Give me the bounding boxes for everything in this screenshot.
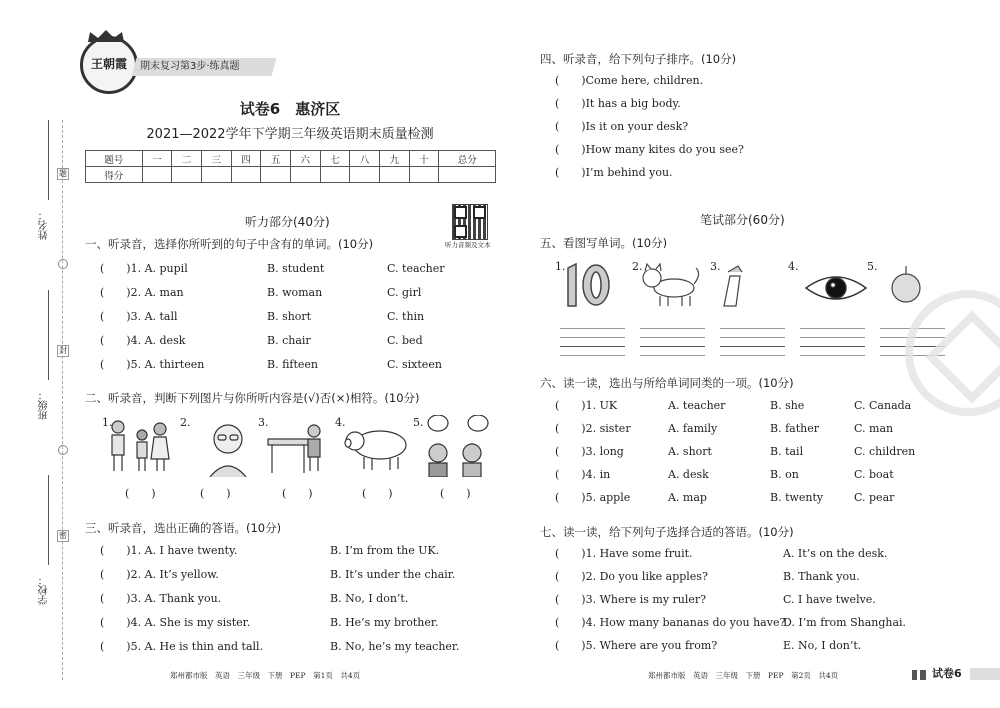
s6-option-a: A. short bbox=[668, 445, 712, 458]
s1-option-b: B. chair bbox=[267, 334, 311, 347]
section-5-title: 五、看图写单词。(10分) bbox=[540, 236, 668, 250]
s7-item bbox=[555, 638, 955, 654]
s5-num: 3. bbox=[710, 260, 721, 273]
section-3-title: 三、听录音，选出正确的答语。(10分) bbox=[85, 521, 282, 535]
score-header-row bbox=[86, 151, 496, 167]
s1-option-b: B. student bbox=[267, 262, 325, 275]
name-label: 姓名： bbox=[39, 210, 50, 240]
score-header: 二 bbox=[172, 151, 202, 167]
s5-num: 4. bbox=[788, 260, 799, 273]
s2-num: 5. bbox=[413, 416, 424, 429]
family-illustration bbox=[112, 421, 169, 471]
s3-question[interactable]: ( )4. A. She is my sister. bbox=[100, 616, 251, 629]
writing-heading: 笔试部分(60分) bbox=[700, 213, 785, 227]
s4-item[interactable]: ( )How many kites do you see? bbox=[555, 143, 744, 156]
s1-answer[interactable]: ( )4. A. desk bbox=[100, 334, 186, 347]
score-header: 三 bbox=[201, 151, 231, 167]
s7-question[interactable]: ( )5. Where are you from? bbox=[555, 639, 718, 652]
s6-option-c: C. pear bbox=[854, 491, 895, 504]
exam-subtitle: 2021—2022学年下学期三年级英语期末质量检测 bbox=[146, 127, 434, 142]
s1-item bbox=[100, 261, 500, 277]
class-field[interactable] bbox=[48, 290, 49, 380]
s6-option-a: A. desk bbox=[668, 468, 709, 481]
s3-option-b: B. He’s my brother. bbox=[330, 616, 439, 629]
s6-question[interactable]: ( )2. sister bbox=[555, 422, 631, 435]
s7-item bbox=[555, 546, 955, 562]
s2-pictures bbox=[100, 415, 500, 477]
s6-option-a: A. teacher bbox=[668, 399, 726, 412]
s6-option-c: C. Canada bbox=[854, 399, 912, 412]
score-cell[interactable] bbox=[290, 167, 320, 183]
score-cell[interactable] bbox=[380, 167, 410, 183]
s3-question[interactable]: ( )3. A. Thank you. bbox=[100, 592, 222, 605]
arm-illustration bbox=[724, 266, 742, 306]
s6-option-c: C. man bbox=[854, 422, 894, 435]
s2-num: 1. bbox=[102, 416, 113, 429]
s2-answer[interactable]: ( ) bbox=[282, 487, 313, 500]
score-header: 题号 bbox=[86, 151, 143, 167]
section-6-title: 六、读一读，选出与所给单词同类的一项。(10分) bbox=[540, 376, 794, 390]
exam-title: 试卷6 惠济区 bbox=[239, 100, 341, 118]
qr-code-icon[interactable] bbox=[452, 204, 488, 240]
s1-item bbox=[100, 333, 500, 349]
s6-option-b: B. she bbox=[770, 399, 805, 412]
crown-icon bbox=[80, 29, 132, 43]
score-header: 一 bbox=[142, 151, 172, 167]
s4-item[interactable]: ( )I’m behind you. bbox=[555, 166, 673, 179]
s1-answer[interactable]: ( )2. A. man bbox=[100, 286, 184, 299]
s7-answer-option: B. Thank you. bbox=[783, 570, 860, 583]
s7-question[interactable]: ( )1. Have some fruit. bbox=[555, 547, 693, 560]
s6-option-c: C. boat bbox=[854, 468, 894, 481]
school-label: 学校： bbox=[39, 575, 50, 605]
s2-answer[interactable]: ( ) bbox=[125, 487, 156, 500]
s1-option-b: B. woman bbox=[267, 286, 323, 299]
margin-tag-mi: 密 bbox=[59, 531, 67, 540]
step-text: 期末复习第3步·练真题 bbox=[140, 61, 240, 72]
s2-num: 3. bbox=[258, 416, 269, 429]
section-2-title: 二、听录音，判断下列图片与你所听内容是(√)否(×)相符。(10分) bbox=[85, 391, 420, 405]
brand-logo bbox=[80, 36, 138, 94]
s3-question[interactable]: ( )5. A. He is thin and tall. bbox=[100, 640, 264, 653]
score-header: 七 bbox=[320, 151, 350, 167]
s1-option-b: B. short bbox=[267, 310, 312, 323]
binding-line bbox=[62, 120, 64, 680]
s6-option-c: C. children bbox=[854, 445, 916, 458]
kids-bubble-illustration bbox=[428, 415, 488, 477]
score-header: 六 bbox=[290, 151, 320, 167]
score-header: 四 bbox=[231, 151, 261, 167]
s3-question[interactable]: ( )2. A. It’s yellow. bbox=[100, 568, 219, 581]
s7-question[interactable]: ( )3. Where is my ruler? bbox=[555, 593, 707, 606]
s3-option-b: B. It’s under the chair. bbox=[330, 568, 456, 581]
s6-question[interactable]: ( )1. UK bbox=[555, 399, 618, 412]
s7-answer-option: A. It’s on the desk. bbox=[783, 547, 888, 560]
s3-option-b: B. I’m from the UK. bbox=[330, 544, 440, 557]
s2-answer[interactable]: ( ) bbox=[362, 487, 393, 500]
s3-option-b: B. No, I don’t. bbox=[330, 592, 409, 605]
pig-illustration bbox=[345, 431, 406, 470]
eye-illustration bbox=[806, 277, 866, 299]
score-cell[interactable] bbox=[350, 167, 380, 183]
s1-item bbox=[100, 357, 500, 373]
hole-icon bbox=[58, 445, 68, 455]
page-tag: 试卷6 bbox=[932, 667, 962, 680]
s3-item bbox=[100, 567, 500, 583]
s4-item[interactable]: ( )Come here, children. bbox=[555, 74, 704, 87]
s3-option-b: B. No, he’s my teacher. bbox=[330, 640, 460, 653]
s1-option-c: C. thin bbox=[387, 310, 425, 323]
s7-item bbox=[555, 592, 955, 608]
s1-answer[interactable]: ( )5. A. thirteen bbox=[100, 358, 205, 371]
s5-num: 1. bbox=[555, 260, 566, 273]
score-header: 十 bbox=[409, 151, 439, 167]
score-cell[interactable] bbox=[261, 167, 291, 183]
score-header: 五 bbox=[261, 151, 291, 167]
score-cell[interactable] bbox=[231, 167, 261, 183]
s1-item bbox=[100, 309, 500, 325]
school-field[interactable] bbox=[48, 475, 49, 565]
right-footer: 郑州都市版 英语 三年级 下册 PEP 第2页 共4页 bbox=[648, 671, 839, 680]
score-header: 九 bbox=[380, 151, 410, 167]
s1-option-c: C. girl bbox=[387, 286, 422, 299]
s1-option-c: C. teacher bbox=[387, 262, 445, 275]
s1-option-c: C. sixteen bbox=[387, 358, 442, 371]
s6-option-b: B. tail bbox=[770, 445, 804, 458]
s2-answer[interactable]: ( ) bbox=[200, 487, 231, 500]
margin-tag-ti: 题 bbox=[59, 169, 67, 178]
s6-option-b: B. twenty bbox=[770, 491, 824, 504]
score-cell[interactable] bbox=[439, 167, 496, 183]
s7-question[interactable]: ( )4. How many bananas do you have? bbox=[555, 616, 786, 629]
score-row bbox=[86, 167, 496, 183]
margin-tag-feng: 封 bbox=[59, 346, 67, 355]
s7-answer-option: E. No, I don’t. bbox=[783, 639, 862, 652]
grandpa-illustration bbox=[210, 425, 246, 477]
s6-item bbox=[555, 444, 955, 460]
score-cell[interactable] bbox=[320, 167, 350, 183]
s4-item[interactable]: ( )Is it on your desk? bbox=[555, 120, 689, 133]
s7-answer-option: D. I’m from Shanghai. bbox=[783, 616, 907, 629]
page-tag-icon bbox=[912, 670, 926, 680]
s6-question[interactable]: ( )3. long bbox=[555, 445, 624, 458]
s6-option-b: B. father bbox=[770, 422, 819, 435]
number-ten-illustration bbox=[568, 264, 609, 306]
s3-question[interactable]: ( )1. A. I have twenty. bbox=[100, 544, 238, 557]
section-7-title: 七、读一读，给下列句子选择合适的答语。(10分) bbox=[540, 525, 794, 539]
s1-option-c: C. bed bbox=[387, 334, 423, 347]
apple-illustration bbox=[892, 266, 920, 302]
s7-question[interactable]: ( )2. Do you like apples? bbox=[555, 570, 708, 583]
section-1-title: 一、听录音，选择你所听到的句子中含有的单词。(10分) bbox=[85, 237, 374, 251]
s1-answer[interactable]: ( )1. A. pupil bbox=[100, 262, 188, 275]
score-header: 总分 bbox=[439, 151, 496, 167]
score-row-label: 得分 bbox=[86, 167, 143, 183]
hole-icon bbox=[58, 259, 68, 269]
s6-item bbox=[555, 490, 955, 506]
s7-item bbox=[555, 615, 955, 631]
s3-item bbox=[100, 615, 500, 631]
s5-num: 2. bbox=[632, 260, 643, 273]
s2-answer[interactable]: ( ) bbox=[440, 487, 471, 500]
s4-item[interactable]: ( )It has a big body. bbox=[555, 97, 681, 110]
s2-num: 4. bbox=[335, 416, 346, 429]
s6-item bbox=[555, 398, 955, 414]
s3-item bbox=[100, 591, 500, 607]
s7-item bbox=[555, 569, 955, 585]
s5-num: 5. bbox=[867, 260, 878, 273]
s2-num: 2. bbox=[180, 416, 191, 429]
s6-option-a: A. family bbox=[668, 422, 718, 435]
s6-option-b: B. on bbox=[770, 468, 799, 481]
s6-option-a: A. map bbox=[668, 491, 707, 504]
score-cell[interactable] bbox=[201, 167, 231, 183]
cat-illustration bbox=[643, 264, 699, 306]
left-footer: 郑州都市版 英语 三年级 下册 PEP 第1页 共4页 bbox=[170, 671, 361, 680]
desk-chair-illustration bbox=[268, 425, 320, 473]
s1-item bbox=[100, 285, 500, 301]
score-header: 八 bbox=[350, 151, 380, 167]
qr-caption: 听力音频及文本 bbox=[445, 241, 491, 249]
s3-item bbox=[100, 543, 500, 559]
class-label: 班级： bbox=[39, 390, 50, 420]
s1-option-b: B. fifteen bbox=[267, 358, 319, 371]
section-4-title: 四、听录音，给下列句子排序。(10分) bbox=[540, 52, 737, 66]
s6-item bbox=[555, 421, 955, 437]
brand-name: 王朝霞 bbox=[90, 57, 127, 71]
s5-pictures bbox=[560, 262, 930, 310]
page-tag-bar bbox=[970, 668, 1000, 680]
s3-item bbox=[100, 639, 500, 655]
score-cell[interactable] bbox=[172, 167, 202, 183]
listening-heading: 听力部分(40分) bbox=[245, 215, 330, 229]
s6-question[interactable]: ( )5. apple bbox=[555, 491, 631, 504]
s7-answer-option: C. I have twelve. bbox=[783, 593, 876, 606]
s6-question[interactable]: ( )4. in bbox=[555, 468, 611, 481]
score-cell[interactable] bbox=[409, 167, 439, 183]
s1-answer[interactable]: ( )3. A. tall bbox=[100, 310, 178, 323]
s6-item bbox=[555, 467, 955, 483]
score-cell[interactable] bbox=[142, 167, 172, 183]
score-table bbox=[85, 150, 496, 183]
